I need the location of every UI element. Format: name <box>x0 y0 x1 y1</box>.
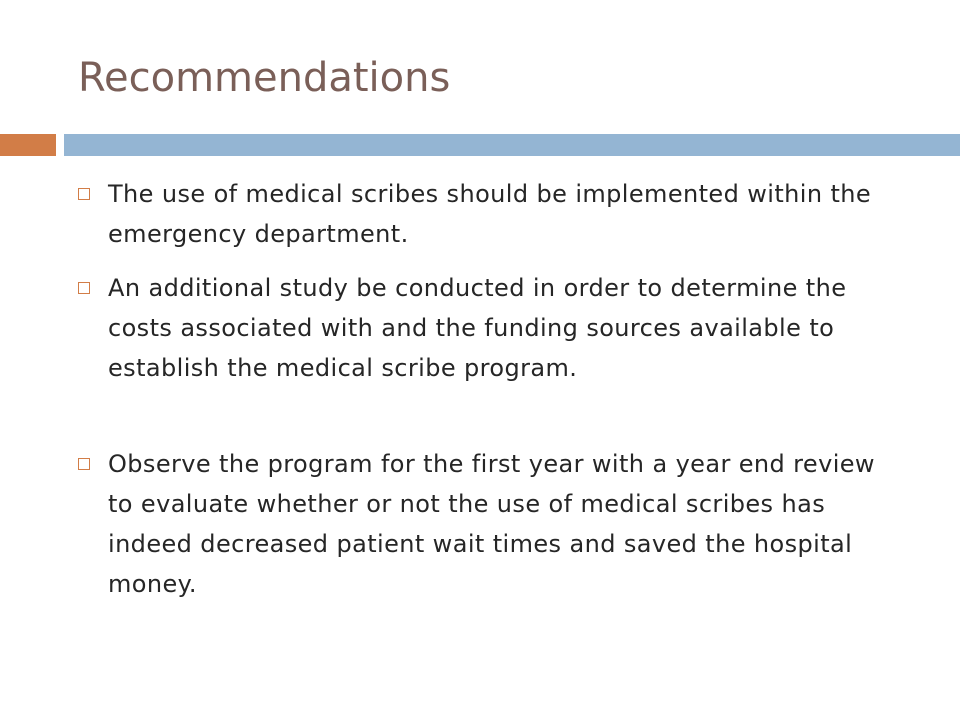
hollow-square-icon <box>78 458 90 470</box>
bullet-item <box>70 174 890 254</box>
bullet-text: The use of medical scribes should be implemented within the emergency department. <box>108 180 872 248</box>
hollow-square-icon <box>78 188 90 200</box>
bullet-text: An additional study be conducted in order to determine the costs associated with and the funding sources available to establish the medical scribe program. <box>108 274 847 382</box>
bullet-text: Observe the program for the first year with a year end review to evaluate whether or not the use of medical scribes has indeed decreased patient wait times and saved the hospital money. <box>108 450 875 598</box>
accent-bar-orange <box>0 134 56 156</box>
slide-title: Recommendations <box>78 55 451 101</box>
accent-bar-blue <box>64 134 960 156</box>
bullet-item <box>70 268 890 388</box>
bullet-item <box>70 444 890 604</box>
hollow-square-icon <box>78 282 90 294</box>
